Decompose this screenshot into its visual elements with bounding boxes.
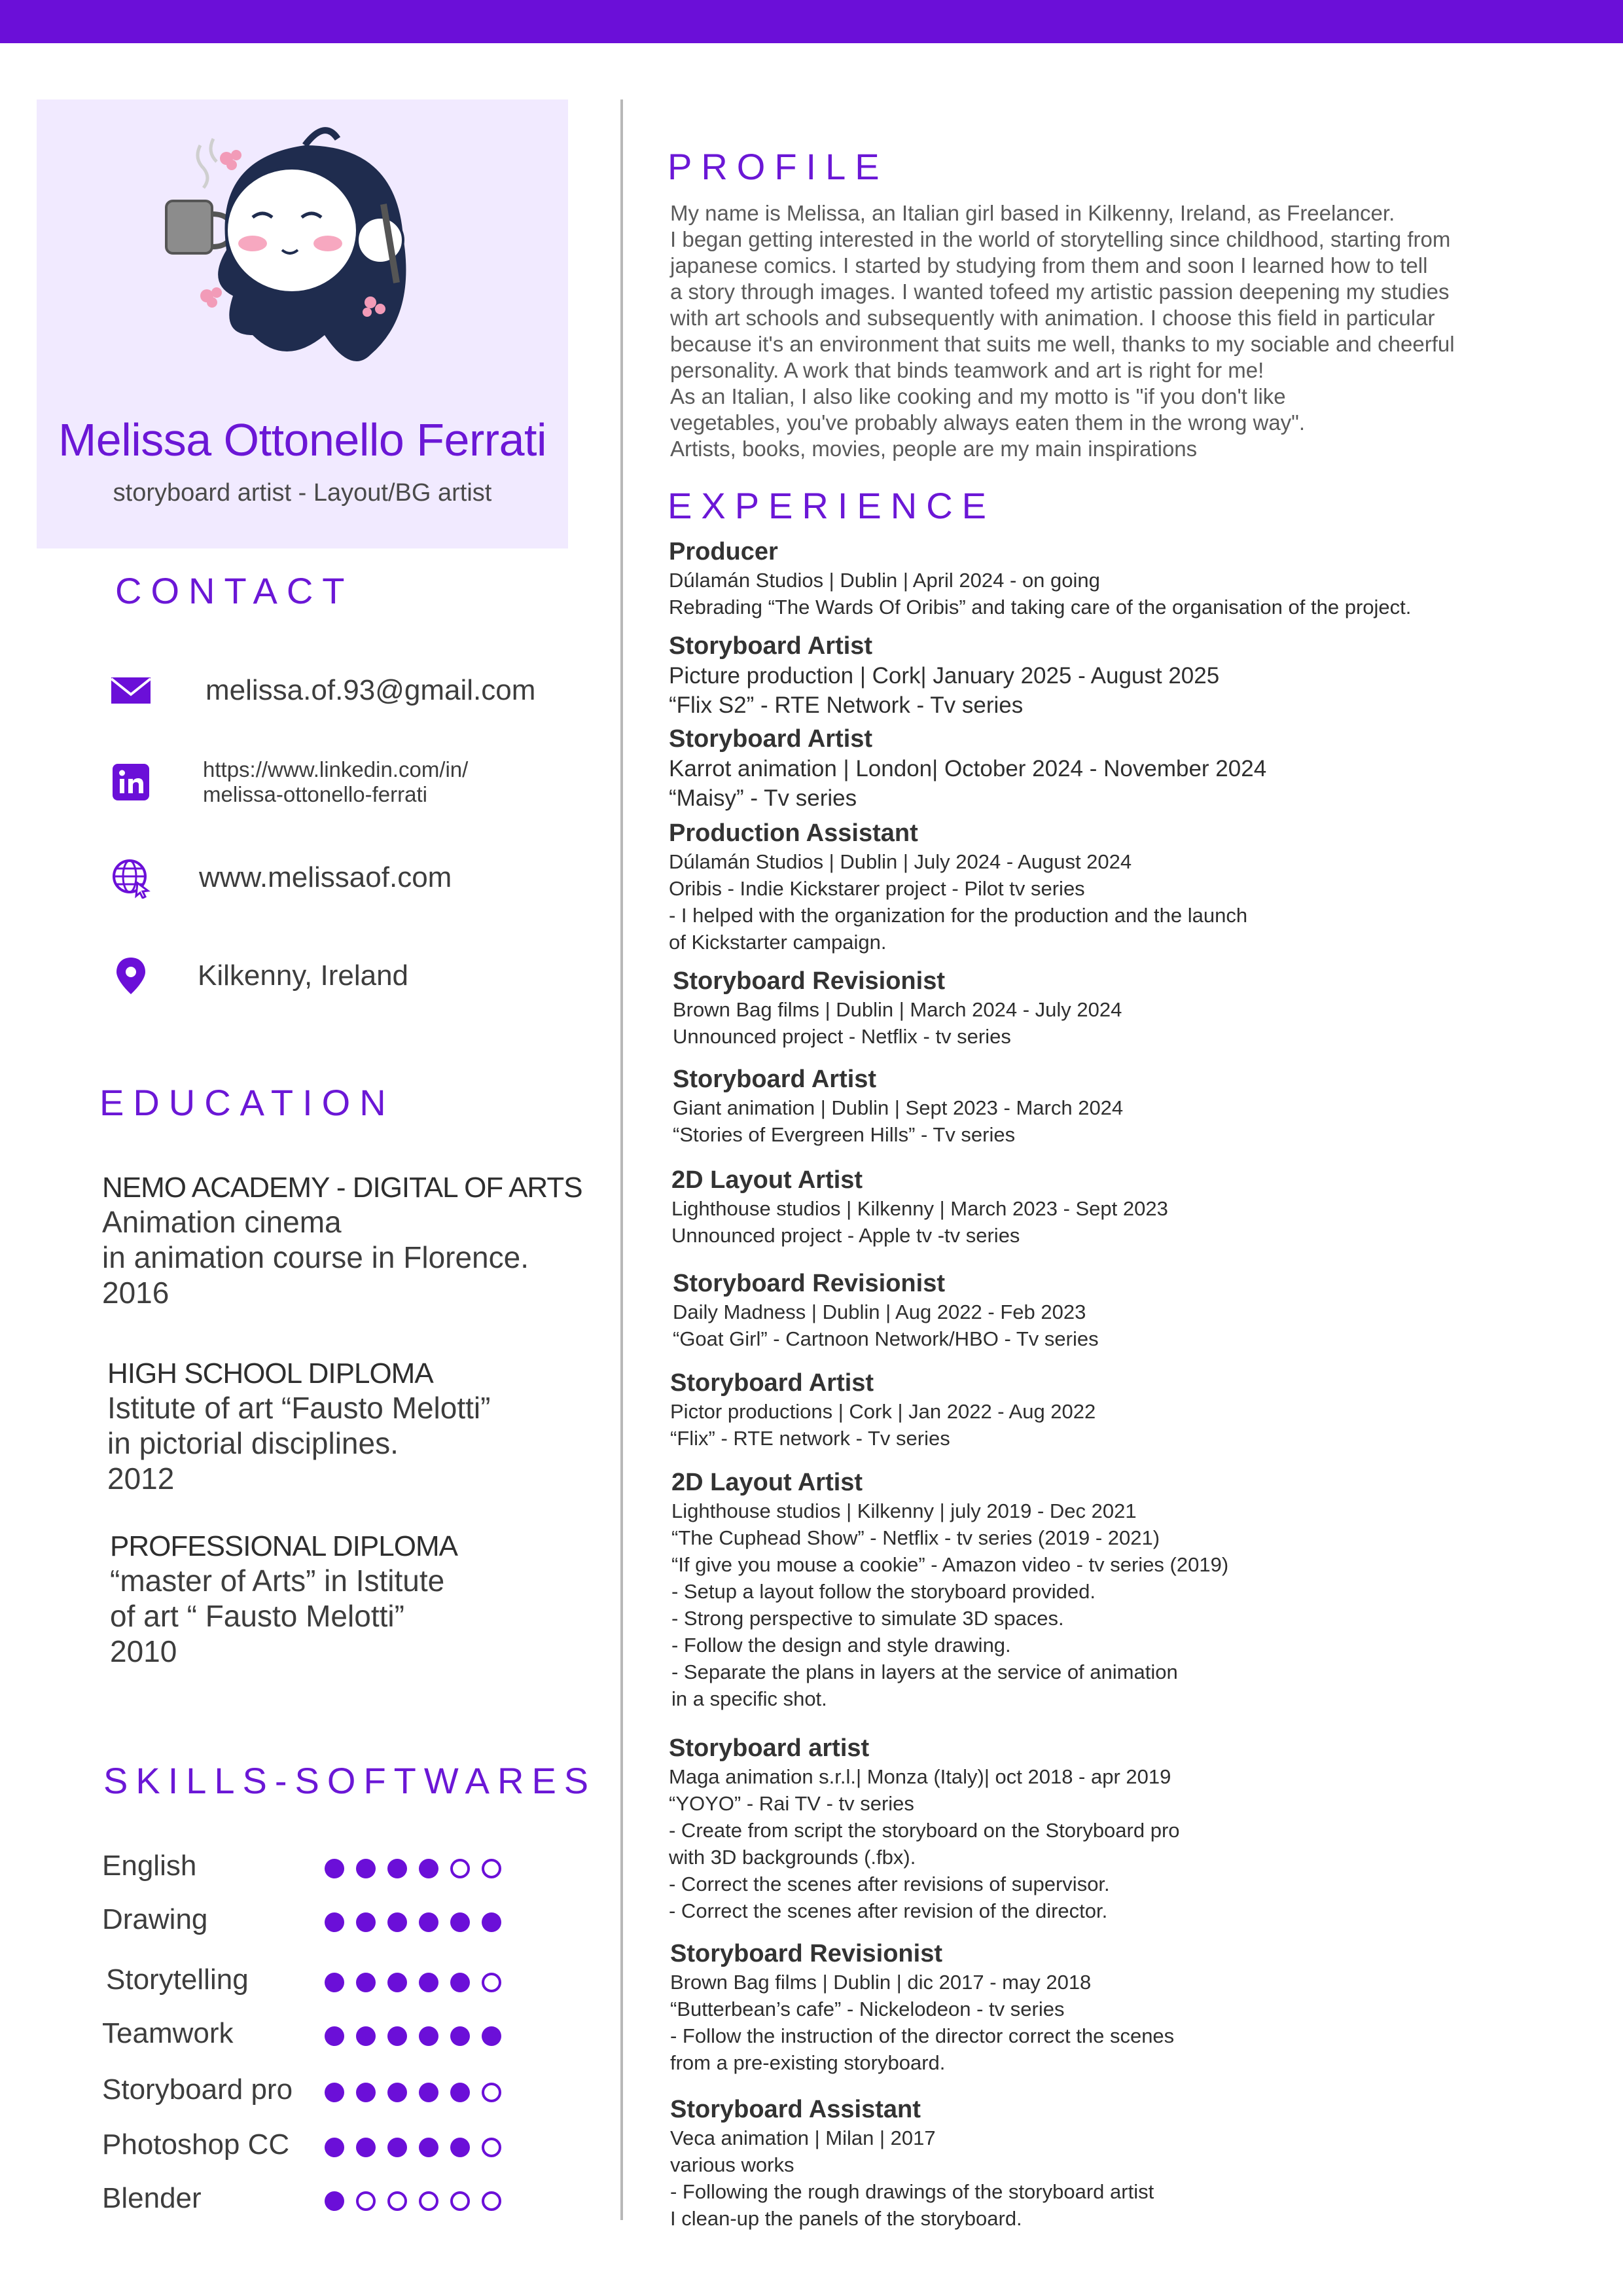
- skill-name: Photoshop CC: [102, 2128, 290, 2161]
- skill-row: [102, 1844, 521, 1890]
- skill-row: [102, 2123, 521, 2169]
- education-title: NEMO ACADEMY - DIGITAL OF ARTS: [102, 1172, 582, 1204]
- education-heading: EDUCATION: [99, 1082, 395, 1123]
- experience-entry: [669, 537, 1585, 620]
- linkedin-text[interactable]: [203, 757, 468, 807]
- experience-entry: [669, 724, 1585, 813]
- profile-line: vegetables, you've probably always eaten them in the wrong way".: [670, 410, 1306, 435]
- rating-dot-empty: [482, 1859, 501, 1878]
- job-line: “The Cuphead Show” - Netflix - tv series (2019 - 2021): [671, 1526, 1160, 1549]
- job-title: 2D Layout Artist: [671, 1469, 863, 1496]
- rating-dot-filled: [450, 2026, 470, 2046]
- rating-dot-filled: [387, 2138, 407, 2157]
- profile-line: personality. A work that binds teamwork and art is right for me!: [670, 358, 1264, 382]
- job-line: - Following the rough drawings of the storyboard artist: [670, 2180, 1154, 2203]
- globe-icon: [110, 857, 152, 899]
- job-line: - Follow the instruction of the director correct the scenes: [670, 2024, 1175, 2047]
- job-line: “Flix S2” - RTE Network - Tv series: [669, 692, 1024, 718]
- skill-row: [102, 1898, 521, 1944]
- experience-heading: EXPERIENCE: [668, 485, 995, 526]
- education-line: 2010: [110, 1634, 177, 1668]
- skill-name: Blender: [102, 2182, 202, 2214]
- skill-row: [102, 2068, 521, 2114]
- skill-row: [102, 2012, 521, 2058]
- experience-entry: [670, 1939, 1586, 2076]
- skill-row: [102, 1958, 521, 2004]
- rating-dot-filled: [387, 1859, 407, 1878]
- job-line: - I helped with the organization for the production and the launch: [669, 904, 1248, 927]
- job-line: - Correct the scenes after revisions of supervisor.: [669, 1873, 1110, 1895]
- profile-line: I began getting interested in the world of storytelling since childhood, starting from: [670, 227, 1451, 251]
- profile-line: My name is Melissa, an Italian girl based in Kilkenny, Ireland, as Freelancer.: [670, 201, 1395, 225]
- rating-dot-filled: [419, 1859, 438, 1878]
- rating-dot-filled: [419, 2026, 438, 2046]
- profile-line: with art schools and subsequently with animation. I choose this field in particular: [670, 306, 1435, 330]
- job-line: - Setup a layout follow the storyboard provided.: [671, 1580, 1096, 1603]
- rating-dot-filled: [450, 1912, 470, 1932]
- education-line: “master of Arts” in Istitute: [110, 1564, 445, 1598]
- rating-dot-filled: [356, 2083, 376, 2102]
- job-line: “Goat Girl” - Cartnoon Network/HBO - Tv series: [673, 1327, 1099, 1350]
- job-line: with 3D backgrounds (.fbx).: [669, 1846, 916, 1869]
- rating-dot-empty: [356, 2191, 376, 2211]
- linkedin-line-2[interactable]: melissa-ottonello-ferrati: [203, 782, 427, 806]
- skill-name: English: [102, 1850, 197, 1882]
- job-line: - Follow the design and style drawing.: [671, 1634, 1011, 1657]
- education-line: 2012: [107, 1462, 175, 1496]
- job-line: Brown Bag films | Dublin | dic 2017 - may 2018: [670, 1971, 1092, 1994]
- job-line: of Kickstarter campaign.: [669, 931, 887, 954]
- rating-dot-filled: [356, 2138, 376, 2157]
- education-entry: [102, 1172, 599, 1310]
- skill-name: Teamwork: [102, 2017, 234, 2049]
- education-title: HIGH SCHOOL DIPLOMA: [107, 1357, 433, 1390]
- top-accent-bar: [0, 0, 1623, 43]
- job-title: Storyboard Assistant: [670, 2096, 921, 2123]
- job-title: Storyboard Artist: [669, 725, 873, 753]
- job-line: Oribis - Indie Kickstarer project - Pilot tv series: [669, 877, 1085, 900]
- job-title: Storyboard artist: [669, 1734, 870, 1762]
- skill-name: Drawing: [102, 1903, 208, 1935]
- rating-dot-filled: [325, 2191, 344, 2211]
- rating-dot-empty: [482, 2191, 501, 2211]
- rating-dot-filled: [356, 1912, 376, 1932]
- column-divider: [620, 99, 623, 2220]
- job-line: various works: [670, 2153, 794, 2176]
- rating-dot-filled: [387, 2083, 407, 2102]
- experience-entry: [671, 1165, 1588, 1249]
- job-line: Karrot animation | London| October 2024 - November 2024: [669, 756, 1267, 781]
- full-name: Melissa Ottonello Ferrati: [58, 414, 547, 465]
- skill-rating: [325, 2026, 513, 2049]
- linkedin-line-1[interactable]: https://www.linkedin.com/in/: [203, 757, 469, 781]
- rating-dot-empty: [387, 2191, 407, 2211]
- education-line: Istitute of art “Fausto Melotti”: [107, 1391, 491, 1425]
- skills-heading: SKILLS-SOFTWARES: [103, 1760, 597, 1801]
- experience-entry: [670, 1368, 1586, 1452]
- rating-dot-filled: [356, 1973, 376, 1992]
- skill-name: Storyboard pro: [102, 2073, 293, 2106]
- rating-dot-filled: [482, 2026, 501, 2046]
- education-line: in animation course in Florence.: [102, 1240, 529, 1274]
- profile-line: As an Italian, I also like cooking and my motto is "if you don't like: [670, 384, 1286, 408]
- job-role: storyboard artist - Layout/BG artist: [113, 479, 492, 507]
- rating-dot-filled: [325, 1859, 344, 1878]
- job-line: - Strong perspective to simulate 3D spaces.: [671, 1607, 1064, 1630]
- rating-dot-filled: [450, 1973, 470, 1992]
- envelope-icon: [110, 670, 152, 711]
- job-line: Dúlamán Studios | Dublin | April 2024 - on going: [669, 569, 1100, 592]
- contact-email[interactable]: [110, 661, 581, 720]
- job-line: Picture production | Cork| January 2025 - August 2025: [669, 663, 1220, 689]
- rating-dot-filled: [419, 1973, 438, 1992]
- skill-row: [102, 2177, 521, 2223]
- avatar-illustration: [154, 119, 442, 394]
- skill-rating: [325, 1859, 513, 1881]
- job-title: Storyboard Revisionist: [673, 1270, 945, 1297]
- job-line: in a specific shot.: [671, 1687, 827, 1710]
- job-line: Lighthouse studios | Kilkenny | july 2019 - Dec 2021: [671, 1499, 1137, 1522]
- education-line: Animation cinema: [102, 1205, 342, 1239]
- job-line: “Stories of Evergreen Hills” - Tv series: [673, 1123, 1016, 1146]
- skill-name: Storytelling: [106, 1964, 249, 1996]
- education-line: 2016: [102, 1276, 169, 1310]
- experience-entry: [669, 818, 1585, 956]
- linkedin-icon: [110, 761, 152, 803]
- experience-entry: [670, 2094, 1586, 2232]
- job-line: Maga animation s.r.l.| Monza (Italy)| oct 2018 - apr 2019: [669, 1765, 1171, 1788]
- rating-dot-empty: [482, 1973, 501, 1992]
- job-title: Storyboard Artist: [673, 1066, 877, 1093]
- skill-rating: [325, 2191, 513, 2214]
- job-title: Production Assistant: [669, 819, 918, 847]
- job-line: Lighthouse studios | Kilkenny | March 2023 - Sept 2023: [671, 1197, 1168, 1220]
- job-line: Giant animation | Dublin | Sept 2023 - March 2024: [673, 1096, 1124, 1119]
- contact-location: [110, 946, 581, 1005]
- job-title: Storyboard Revisionist: [670, 1940, 942, 1967]
- profile-line: Artists, books, movies, people are my main inspirations: [670, 437, 1198, 461]
- rating-dot-filled: [450, 2083, 470, 2102]
- job-line: Daily Madness | Dublin | Aug 2022 - Feb 2023: [673, 1300, 1086, 1323]
- job-line: Unnounced project - Netflix - tv series: [673, 1025, 1011, 1048]
- job-line: “If give you mouse a cookie” - Amazon video - tv series (2019): [671, 1553, 1229, 1576]
- experience-entry: [673, 1064, 1589, 1148]
- rating-dot-empty: [450, 2191, 470, 2211]
- job-title: Producer: [669, 538, 778, 565]
- job-line: “Maisy” - Tv series: [669, 785, 857, 811]
- rating-dot-filled: [482, 1912, 501, 1932]
- contact-website[interactable]: [110, 848, 581, 907]
- location-pin-icon: [110, 955, 152, 997]
- rating-dot-filled: [356, 1859, 376, 1878]
- skill-rating: [325, 2138, 513, 2160]
- profile-text: [670, 200, 1573, 462]
- rating-dot-filled: [419, 2083, 438, 2102]
- rating-dot-filled: [325, 2083, 344, 2102]
- job-line: “Butterbean’s cafe” - Nickelodeon - tv series: [670, 1998, 1065, 2020]
- skill-rating: [325, 2083, 513, 2105]
- rating-dot-filled: [387, 1973, 407, 1992]
- job-line: Pictor productions | Cork | Jan 2022 - Aug 2022: [670, 1400, 1096, 1423]
- job-line: from a pre-existing storyboard.: [670, 2051, 946, 2074]
- rating-dot-empty: [482, 2083, 501, 2102]
- job-line: - Correct the scenes after revision of the director.: [669, 1899, 1108, 1922]
- profile-heading: PROFILE: [668, 146, 889, 187]
- job-title: Storyboard Artist: [669, 632, 873, 660]
- rating-dot-filled: [356, 2026, 376, 2046]
- rating-dot-empty: [450, 1859, 470, 1878]
- education-entry: [107, 1357, 605, 1496]
- experience-entry: [673, 966, 1589, 1050]
- education-line: in pictorial disciplines.: [107, 1426, 399, 1460]
- job-line: Brown Bag films | Dublin | March 2024 - July 2024: [673, 998, 1122, 1021]
- job-title: 2D Layout Artist: [671, 1166, 863, 1194]
- skill-rating: [325, 1912, 513, 1935]
- rating-dot-filled: [387, 2026, 407, 2046]
- profile-line: a story through images. I wanted tofeed my artistic passion deepening my studies: [670, 279, 1450, 304]
- rating-dot-filled: [325, 1912, 344, 1932]
- experience-entry: [669, 631, 1585, 720]
- rating-dot-filled: [419, 2138, 438, 2157]
- email-text[interactable]: melissa.of.93@gmail.com: [205, 674, 536, 706]
- job-line: Veca animation | Milan | 2017: [670, 2126, 936, 2149]
- job-line: Dúlamán Studios | Dublin | July 2024 - August 2024: [669, 850, 1132, 873]
- experience-entry: [673, 1268, 1589, 1352]
- education-entry: [110, 1530, 607, 1669]
- location-text: Kilkenny, Ireland: [198, 960, 409, 992]
- header-card: [37, 99, 568, 548]
- education-title: PROFESSIONAL DIPLOMA: [110, 1530, 457, 1562]
- job-line: Rebrading “The Wards Of Oribis” and taking care of the organisation of the project.: [669, 596, 1412, 619]
- rating-dot-filled: [325, 2138, 344, 2157]
- rating-dot-filled: [450, 2138, 470, 2157]
- job-title: Storyboard Artist: [670, 1369, 874, 1397]
- rating-dot-filled: [387, 1912, 407, 1932]
- profile-line: because it's an environment that suits me well, thanks to my sociable and cheerful: [670, 332, 1455, 356]
- rating-dot-empty: [419, 2191, 438, 2211]
- education-line: of art “ Fausto Melotti”: [110, 1599, 404, 1633]
- contact-linkedin[interactable]: [110, 753, 581, 812]
- experience-entry: [669, 1733, 1585, 1924]
- job-line: - Separate the plans in layers at the service of animation: [671, 1660, 1178, 1683]
- profile-line: japanese comics. I started by studying from them and soon I learned how to tell: [670, 253, 1428, 278]
- job-line: - Create from script the storyboard on the Storyboard pro: [669, 1819, 1180, 1842]
- skill-rating: [325, 1973, 513, 1995]
- rating-dot-filled: [419, 1912, 438, 1932]
- website-text[interactable]: www.melissaof.com: [199, 861, 452, 893]
- job-line: Unnounced project - Apple tv -tv series: [671, 1224, 1020, 1247]
- job-line: “Flix” - RTE network - Tv series: [670, 1427, 950, 1450]
- job-line: “YOYO” - Rai TV - tv series: [669, 1792, 914, 1815]
- rating-dot-empty: [482, 2138, 501, 2157]
- job-line: I clean-up the panels of the storyboard.: [670, 2207, 1022, 2230]
- contact-heading: CONTACT: [115, 570, 354, 611]
- job-title: Storyboard Revisionist: [673, 967, 945, 995]
- experience-entry: [671, 1467, 1588, 1712]
- rating-dot-filled: [325, 1973, 344, 1992]
- rating-dot-filled: [325, 2026, 344, 2046]
